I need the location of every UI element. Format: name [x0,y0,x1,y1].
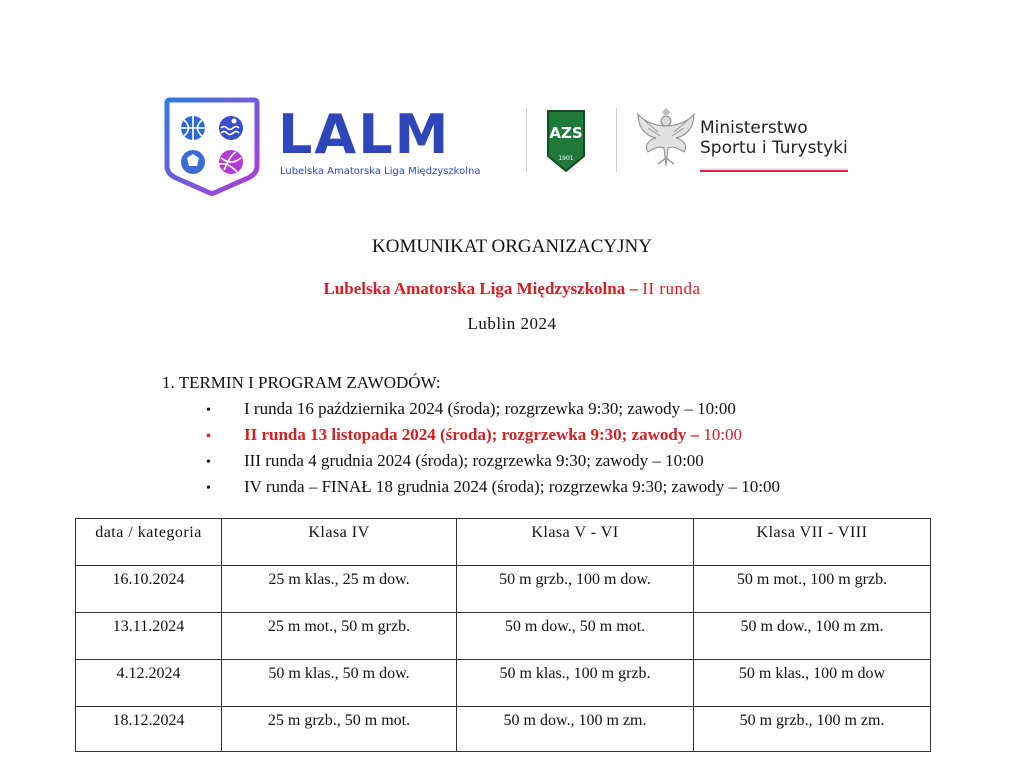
document-subtitle [0,279,1024,299]
table-row [76,707,931,752]
cell-class-iv: 25 m mot., 50 m grzb. [222,613,457,660]
azs-logo-year: 1901 [558,155,574,162]
azs-logo-text: AZS [549,124,583,142]
list-item-text-time: 10:00 [699,425,743,444]
logo-divider [616,108,617,172]
cell-date: 13.11.2024 [76,613,222,660]
cell-class-v-vi: 50 m klas., 100 m grzb. [457,660,694,707]
place-year: Lublin 2024 [467,314,557,333]
table-row [76,660,931,707]
cell-date: 4.12.2024 [76,660,222,707]
cell-class-iv: 25 m klas., 25 m dow. [222,566,457,613]
cell-class-vii-viii: 50 m dow., 100 m zm. [694,613,931,660]
column-header-class-iv: Klasa IV [222,519,457,566]
bullet-icon: • [206,403,211,418]
document-title: KOMUNIKAT ORGANIZACYJNY [372,236,652,257]
lalm-wordmark: LALM [278,103,451,166]
polish-eagle-icon [634,106,698,172]
schedule-table [75,518,931,752]
ministry-line-1: Ministerstwo [700,118,808,138]
cell-class-iv: 50 m klas., 50 m dow. [222,660,457,707]
cell-class-vii-viii: 50 m klas., 100 m dow [694,660,931,707]
ministry-name [700,118,848,158]
column-header-date: data / kategoria [76,519,222,566]
schedule-list [206,398,780,502]
cell-class-vii-viii: 50 m grzb., 100 m zm. [694,707,931,752]
bullet-icon: • [206,455,211,470]
list-item [206,450,780,476]
list-item-text: I runda 16 października 2024 (środa); rozgrzewka 9:30; zawody – 10:00 [244,399,736,418]
table-row [76,613,931,660]
cell-class-v-vi: 50 m grzb., 100 m dow. [457,566,694,613]
table-row [76,566,931,613]
subtitle-round: II runda [642,279,701,298]
lalm-subtitle: Lubelska Amatorska Liga Międzyszkolna [280,166,481,177]
table-header-row [76,519,931,566]
cell-class-v-vi: 50 m dow., 100 m zm. [457,707,694,752]
list-item-text-bold: II runda 13 listopada 2024 (środa); rozgrzewka 9:30; zawody – [244,425,700,444]
lalm-badge-logo [164,96,260,196]
section-heading: 1. TERMIN I PROGRAM ZAWODÓW: [162,373,441,392]
column-header-class-v-vi: Klasa V - VI [457,519,694,566]
list-item [206,398,780,424]
list-item [206,476,780,502]
list-item-text: III runda 4 grudnia 2024 (środa); rozgrzewka 9:30; zawody – 10:00 [244,451,704,470]
column-header-class-vii-viii: Klasa VII - VIII [694,519,931,566]
ministry-line-2: Sportu i Turystyki [700,138,848,158]
list-item-text: IV runda – FINAŁ 18 grudnia 2024 (środa); rozgrzewka 9:30; zawody – 10:00 [244,477,781,496]
cell-class-iv: 25 m grzb., 50 m mot. [222,707,457,752]
cell-date: 16.10.2024 [76,566,222,613]
bullet-icon: • [206,481,211,496]
bullet-icon: • [206,429,211,444]
logo-divider [526,108,527,172]
flag-stripe [700,168,848,172]
cell-date: 18.12.2024 [76,707,222,752]
cell-class-vii-viii: 50 m mot., 100 m grzb. [694,566,931,613]
cell-class-v-vi: 50 m dow., 50 m mot. [457,613,694,660]
list-item-highlighted [206,424,780,450]
logo-bar [160,90,860,200]
azs-logo [544,108,588,174]
subtitle-league: Lubelska Amatorska Liga Międzyszkolna – [323,279,638,298]
